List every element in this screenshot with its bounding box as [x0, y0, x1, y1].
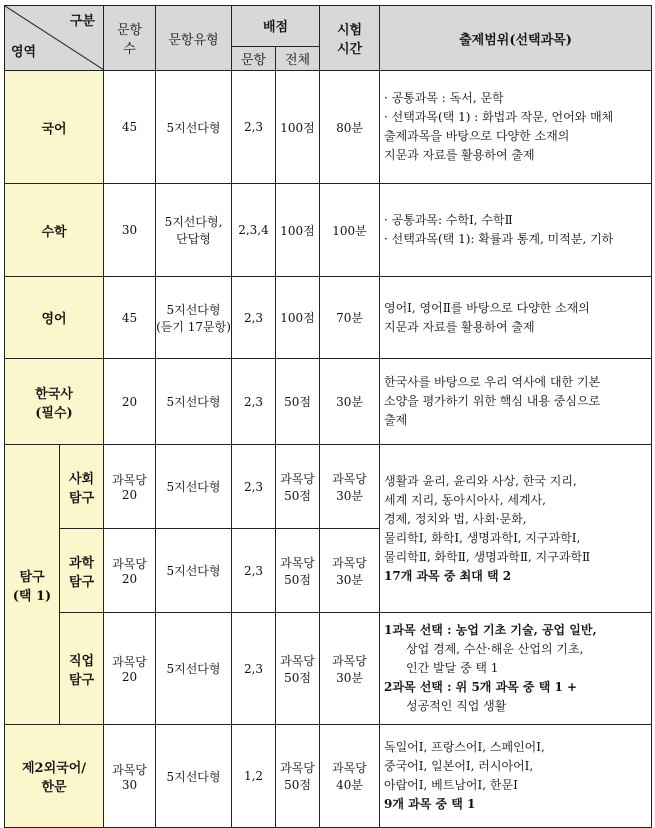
range-line: 중국어Ⅰ, 일본어Ⅰ, 러시아어Ⅰ,	[384, 759, 534, 773]
area-math: 수학	[5, 184, 104, 277]
header-score-item: 문항	[232, 46, 276, 70]
range-history	[380, 359, 652, 445]
score-total: 100점	[276, 277, 320, 359]
score-alloc: 2,3	[232, 529, 276, 613]
range-line: · 공통과목 : 독서, 문학	[384, 91, 504, 105]
range-line: 지문과 자료를 활용하여 출제	[384, 148, 535, 162]
header-diagonal-cell	[5, 6, 104, 71]
area-korean: 국어	[5, 71, 104, 184]
range-line: 17개 과목 중 최대 택 2	[384, 568, 512, 583]
score-alloc: 2,3	[232, 359, 276, 445]
header-score-total: 전체	[276, 46, 320, 70]
range-line: 소양을 평가하기 위한 핵심 내용 중심으로	[384, 394, 601, 408]
range-foreign	[380, 725, 652, 828]
range-line: 한국사를 바탕으로 우리 역사에 대한 기본	[384, 375, 601, 389]
table-row	[5, 725, 652, 828]
range-line: 2과목 선택 : 위 5개 과목 중 택 1 +	[384, 680, 578, 694]
range-korean	[380, 71, 652, 184]
range-line: 9개 과목 중 택 1	[384, 797, 476, 811]
range-line: · 선택과목(택 1) : 화법과 작문, 언어와 매체	[384, 110, 614, 124]
item-count: 과목당 20	[104, 529, 156, 613]
range-line: 물리학Ⅰ, 화학Ⅰ, 생명과학Ⅰ, 지구과학Ⅰ,	[384, 530, 581, 545]
range-line: 영어Ⅰ, 영어Ⅱ를 바탕으로 다양한 소재의	[384, 300, 590, 315]
exam-time: 80분	[320, 71, 380, 184]
table-row	[5, 445, 652, 529]
range-line: 생활과 윤리, 윤리와 사상, 한국 지리,	[384, 473, 577, 488]
item-type: 5지선다형	[156, 359, 232, 445]
item-count: 과목당 20	[104, 445, 156, 529]
item-count: 45	[104, 71, 156, 184]
header-time: 시험 시간	[320, 6, 380, 71]
item-type: 5지선다형 (듣기 17문항)	[156, 277, 232, 359]
range-line: · 공통과목: 수학Ⅰ, 수학Ⅱ	[384, 213, 513, 227]
score-total: 과목당 50점	[276, 613, 320, 725]
score-total: 과목당 50점	[276, 529, 320, 613]
item-count: 30	[104, 184, 156, 277]
range-math	[380, 184, 652, 277]
exam-time: 30분	[320, 359, 380, 445]
header-score: 배점	[232, 6, 320, 47]
item-type: 5지선다형	[156, 529, 232, 613]
score-total: 과목당 50점	[276, 445, 320, 529]
range-english	[380, 277, 652, 359]
header-count: 문항 수	[104, 6, 156, 71]
table-row	[5, 184, 652, 277]
range-line: 경제, 정치와 법, 사회·문화,	[384, 511, 527, 526]
table-row	[5, 359, 652, 445]
sub-area-science: 과학 탐구	[60, 529, 104, 613]
header-category-label: 구분	[69, 14, 95, 29]
item-type: 5지선다형, 단답형	[156, 184, 232, 277]
header-area-label: 영역	[11, 45, 37, 60]
range-line: 지문과 자료를 활용하여 출제	[384, 319, 535, 334]
score-alloc: 1,2	[232, 725, 276, 828]
range-line: 출제	[384, 413, 408, 427]
score-total: 100점	[276, 71, 320, 184]
area-english: 영어	[5, 277, 104, 359]
exam-structure-table	[4, 5, 652, 828]
sub-area-social: 사회 탐구	[60, 445, 104, 529]
exam-time: 70분	[320, 277, 380, 359]
header-range: 출제범위(선택과목)	[380, 6, 652, 71]
item-type: 5지선다형	[156, 725, 232, 828]
table-row	[5, 71, 652, 184]
table-header	[5, 6, 652, 71]
score-alloc: 2,3,4	[232, 184, 276, 277]
range-line: 세계 지리, 동아시아사, 세계사,	[384, 492, 546, 507]
item-count: 45	[104, 277, 156, 359]
table-row	[5, 613, 652, 725]
score-alloc: 2,3	[232, 71, 276, 184]
range-line: 인간 발달 중 택 1	[406, 661, 499, 675]
area-inquiry: 탐구 (택 1)	[5, 445, 60, 725]
item-count: 과목당 20	[104, 613, 156, 725]
exam-time: 과목당 40분	[320, 725, 380, 828]
range-vocational	[380, 613, 652, 725]
table-row	[5, 277, 652, 359]
range-line: 독일어Ⅰ, 프랑스어Ⅰ, 스페인어Ⅰ,	[384, 740, 545, 754]
range-line: 물리학Ⅱ, 화학Ⅱ, 생명과학Ⅱ, 지구과학Ⅱ	[384, 549, 591, 564]
exam-time: 과목당 30분	[320, 529, 380, 613]
range-line: 성공적인 직업 생활	[406, 699, 507, 713]
score-alloc: 2,3	[232, 277, 276, 359]
area-history: 한국사 (필수)	[5, 359, 104, 445]
sub-area-vocational: 직업 탐구	[60, 613, 104, 725]
range-line: 상업 경제, 수산·해운 산업의 기초,	[406, 642, 584, 656]
header-type: 문항유형	[156, 6, 232, 71]
range-line: 출제과목을 바탕으로 다양한 소재의	[384, 129, 570, 143]
score-alloc: 2,3	[232, 613, 276, 725]
range-social-science	[380, 445, 652, 613]
item-count: 과목당 30	[104, 725, 156, 828]
area-foreign: 제2외국어/ 한문	[5, 725, 104, 828]
item-count: 20	[104, 359, 156, 445]
item-type: 5지선다형	[156, 613, 232, 725]
exam-time: 과목당 30분	[320, 613, 380, 725]
score-total: 과목당 50점	[276, 725, 320, 828]
range-line: 아랍어Ⅰ, 베트남어Ⅰ, 한문Ⅰ	[384, 778, 518, 792]
score-total: 100점	[276, 184, 320, 277]
range-line: 1과목 선택 : 농업 기초 기술, 공업 일반,	[384, 623, 597, 637]
score-total: 50점	[276, 359, 320, 445]
item-type: 5지선다형	[156, 71, 232, 184]
exam-time: 과목당 30분	[320, 445, 380, 529]
score-alloc: 2,3	[232, 445, 276, 529]
item-type: 5지선다형	[156, 445, 232, 529]
range-line: · 선택과목(택 1): 확률과 통계, 미적분, 기하	[384, 232, 614, 246]
exam-time: 100분	[320, 184, 380, 277]
